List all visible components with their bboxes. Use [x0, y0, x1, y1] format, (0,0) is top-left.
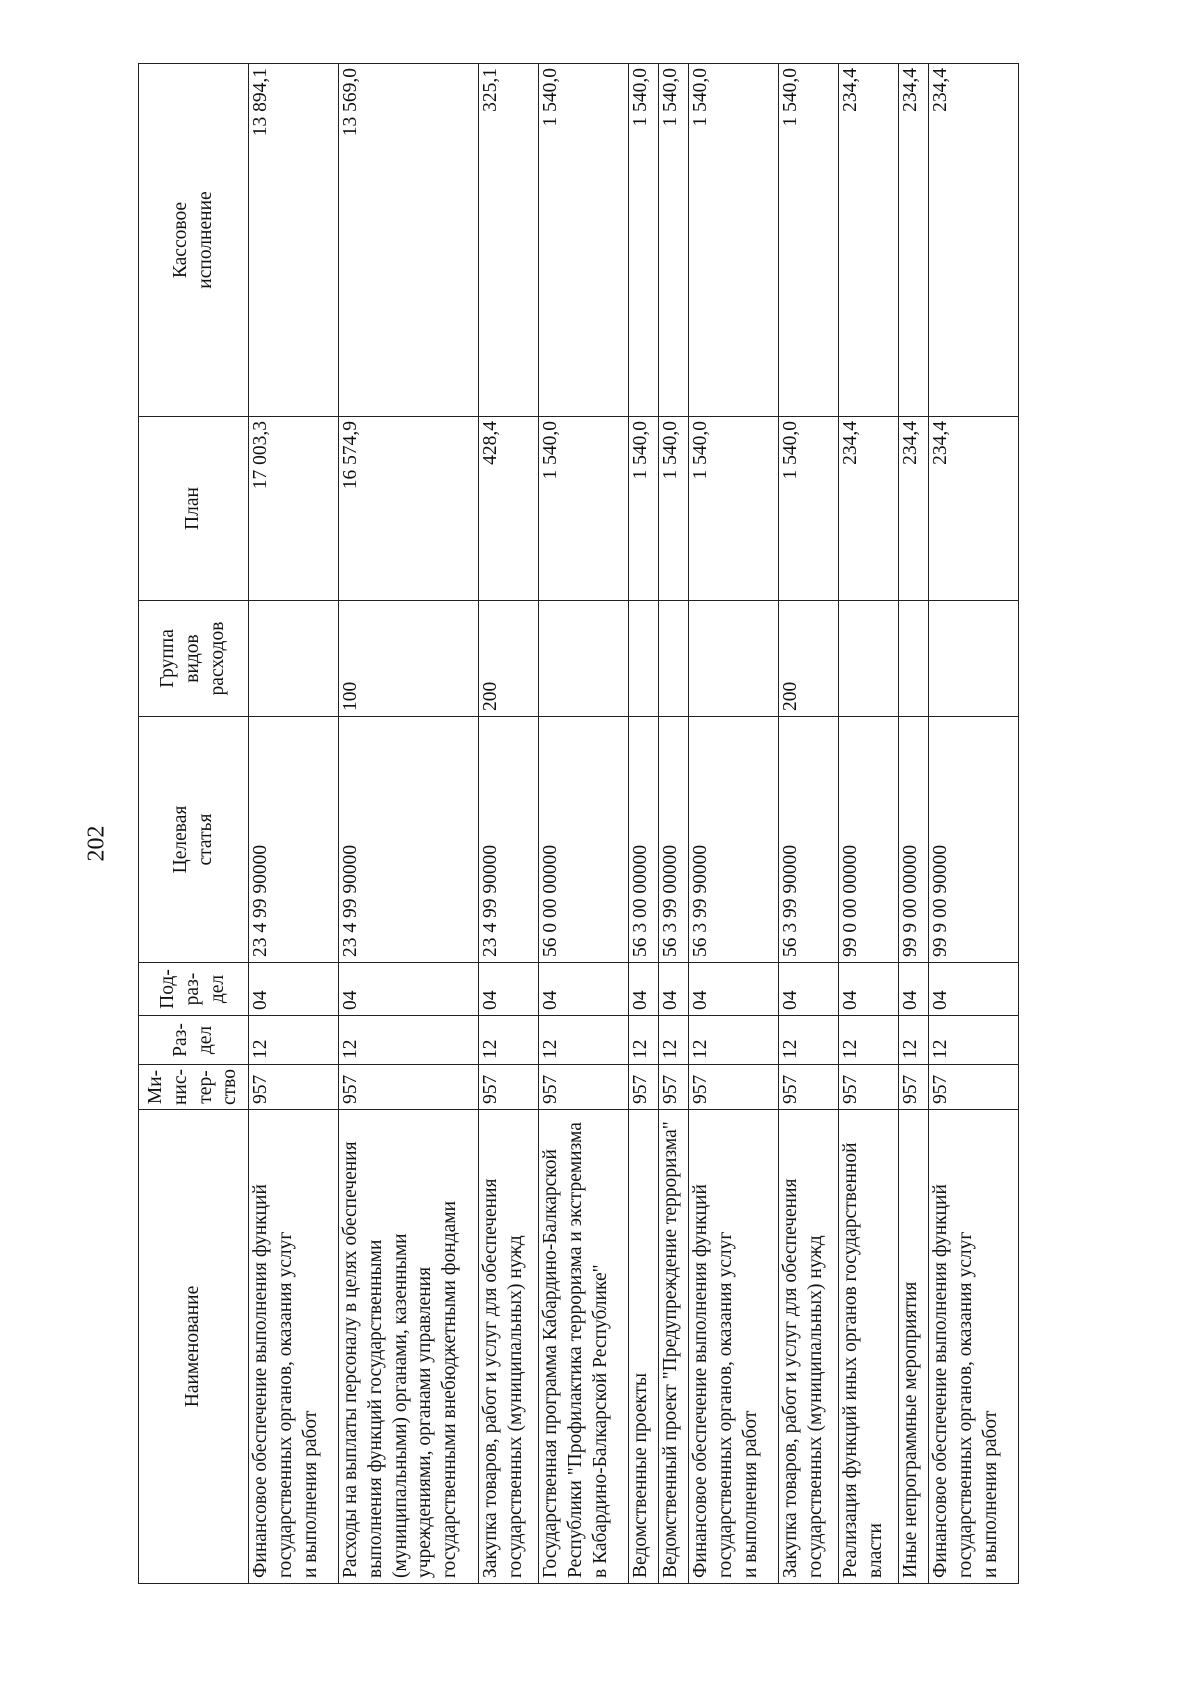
- table-row: [339, 64, 479, 1584]
- cell-execution: 1 540,0: [539, 64, 629, 417]
- cell-ministry: 957: [629, 1065, 659, 1110]
- cell-subsection: 04: [899, 963, 929, 1016]
- cell-name: Иные непрограммные мероприятия: [899, 1110, 929, 1584]
- cell-target-article: 23 4 99 90000: [479, 717, 539, 963]
- cell-execution: 1 540,0: [659, 64, 689, 417]
- cell-section: 12: [629, 1016, 659, 1065]
- rotated-table-container: [138, 64, 1078, 1584]
- cell-ministry: 957: [899, 1065, 929, 1110]
- cell-subsection: 04: [539, 963, 629, 1016]
- cell-target-article: 56 3 99 90000: [689, 717, 779, 963]
- cell-name: Ведомственные проекты: [629, 1110, 659, 1584]
- cell-name: Финансовое обеспечение выполнения функций государственных органов, оказания услуг и выполнения работ: [929, 1110, 1019, 1584]
- cell-section: 12: [899, 1016, 929, 1065]
- cell-execution: 1 540,0: [689, 64, 779, 417]
- cell-plan: 428,4: [479, 417, 539, 601]
- cell-ministry: 957: [689, 1065, 779, 1110]
- cell-plan: 1 540,0: [779, 417, 839, 601]
- cell-ministry: 957: [779, 1065, 839, 1110]
- cell-expense-group: [839, 601, 899, 717]
- cell-ministry: 957: [249, 1065, 339, 1110]
- cell-plan: 234,4: [899, 417, 929, 601]
- cell-subsection: 04: [659, 963, 689, 1016]
- cell-subsection: 04: [479, 963, 539, 1016]
- cell-ministry: 957: [929, 1065, 1019, 1110]
- cell-ministry: 957: [659, 1065, 689, 1110]
- table-row: [249, 64, 339, 1584]
- cell-expense-group: 100: [339, 601, 479, 717]
- cell-name: Ведомственный проект "Предупреждение терроризма": [659, 1110, 689, 1584]
- cell-expense-group: [539, 601, 629, 717]
- cell-subsection: 04: [929, 963, 1019, 1016]
- cell-subsection: 04: [249, 963, 339, 1016]
- header-plan: План: [139, 417, 249, 601]
- header-ministry: Ми- нис- тер- ство: [139, 1065, 249, 1110]
- cell-subsection: 04: [629, 963, 659, 1016]
- cell-target-article: 56 3 99 00000: [659, 717, 689, 963]
- cell-expense-group: [899, 601, 929, 717]
- cell-section: 12: [929, 1016, 1019, 1065]
- cell-name: Финансовое обеспечение выполнения функций государственных органов, оказания услуг и выполнения работ: [689, 1110, 779, 1584]
- cell-ministry: 957: [479, 1065, 539, 1110]
- cell-execution: 13 894,1: [249, 64, 339, 417]
- cell-target-article: 23 4 99 90000: [339, 717, 479, 963]
- header-target-article: Целевая статья: [139, 717, 249, 963]
- cell-execution: 234,4: [929, 64, 1019, 417]
- cell-section: 12: [779, 1016, 839, 1065]
- cell-section: 12: [249, 1016, 339, 1065]
- table-row: [479, 64, 539, 1584]
- cell-expense-group: [629, 601, 659, 717]
- cell-section: 12: [539, 1016, 629, 1065]
- cell-execution: 1 540,0: [779, 64, 839, 417]
- cell-plan: 234,4: [929, 417, 1019, 601]
- cell-section: 12: [339, 1016, 479, 1065]
- cell-target-article: 56 3 99 90000: [779, 717, 839, 963]
- header-subsection: Под- раз- дел: [139, 963, 249, 1016]
- header-name: Наименование: [139, 1110, 249, 1584]
- cell-subsection: 04: [839, 963, 899, 1016]
- header-expense-group: Группа видов расходов: [139, 601, 249, 717]
- cell-section: 12: [689, 1016, 779, 1065]
- cell-execution: 325,1: [479, 64, 539, 417]
- cell-target-article: 56 0 00 00000: [539, 717, 629, 963]
- table-row: [899, 64, 929, 1584]
- cell-ministry: 957: [839, 1065, 899, 1110]
- cell-execution: 234,4: [839, 64, 899, 417]
- cell-target-article: 99 0 00 00000: [839, 717, 899, 963]
- table-row: [539, 64, 629, 1584]
- cell-target-article: 99 9 00 00000: [899, 717, 929, 963]
- cell-expense-group: 200: [779, 601, 839, 717]
- cell-section: 12: [479, 1016, 539, 1065]
- cell-expense-group: 200: [479, 601, 539, 717]
- cell-section: 12: [659, 1016, 689, 1065]
- cell-ministry: 957: [539, 1065, 629, 1110]
- cell-name: Закупка товаров, работ и услуг для обеспечения государственных (муниципальных) нужд: [779, 1110, 839, 1584]
- cell-expense-group: [249, 601, 339, 717]
- table-row: [929, 64, 1019, 1584]
- cell-plan: 1 540,0: [659, 417, 689, 601]
- header-execution: Кассовое исполнение: [139, 64, 249, 417]
- cell-target-article: 99 9 00 90000: [929, 717, 1019, 963]
- cell-section: 12: [839, 1016, 899, 1065]
- cell-name: Государственная программа Кабардино-Балкарской Республики "Профилактика терроризма и экстремизма в Кабардино-Балкарской Республике": [539, 1110, 629, 1584]
- table-row: [839, 64, 899, 1584]
- page-number: 202: [83, 825, 110, 862]
- cell-subsection: 04: [689, 963, 779, 1016]
- cell-target-article: 23 4 99 90000: [249, 717, 339, 963]
- cell-plan: 1 540,0: [629, 417, 659, 601]
- cell-expense-group: [929, 601, 1019, 717]
- table-body: [249, 64, 1019, 1584]
- cell-subsection: 04: [779, 963, 839, 1016]
- cell-plan: 16 574,9: [339, 417, 479, 601]
- table-row: [689, 64, 779, 1584]
- header-section: Раз- дел: [139, 1016, 249, 1065]
- cell-plan: 1 540,0: [539, 417, 629, 601]
- cell-name: Финансовое обеспечение выполнения функций государственных органов, оказания услуг и выполнения работ: [249, 1110, 339, 1584]
- cell-ministry: 957: [339, 1065, 479, 1110]
- cell-expense-group: [689, 601, 779, 717]
- cell-name: Расходы на выплаты персоналу в целях обеспечения выполнения функций государственными (муниципальными) органами, казенными учреждениями, органами управления государственными внебюджетными фондами: [339, 1110, 479, 1584]
- cell-target-article: 56 3 00 00000: [629, 717, 659, 963]
- cell-execution: 13 569,0: [339, 64, 479, 417]
- cell-plan: 234,4: [839, 417, 899, 601]
- cell-subsection: 04: [339, 963, 479, 1016]
- table-row: [629, 64, 659, 1584]
- table-header-row: [139, 64, 249, 1584]
- cell-name: Закупка товаров, работ и услуг для обеспечения государственных (муниципальных) нужд: [479, 1110, 539, 1584]
- cell-name: Реализация функций иных органов государственной власти: [839, 1110, 899, 1584]
- cell-plan: 17 003,3: [249, 417, 339, 601]
- table-row: [779, 64, 839, 1584]
- budget-table: [138, 63, 1019, 1584]
- cell-execution: 1 540,0: [629, 64, 659, 417]
- cell-plan: 1 540,0: [689, 417, 779, 601]
- table-row: [659, 64, 689, 1584]
- cell-expense-group: [659, 601, 689, 717]
- cell-execution: 234,4: [899, 64, 929, 417]
